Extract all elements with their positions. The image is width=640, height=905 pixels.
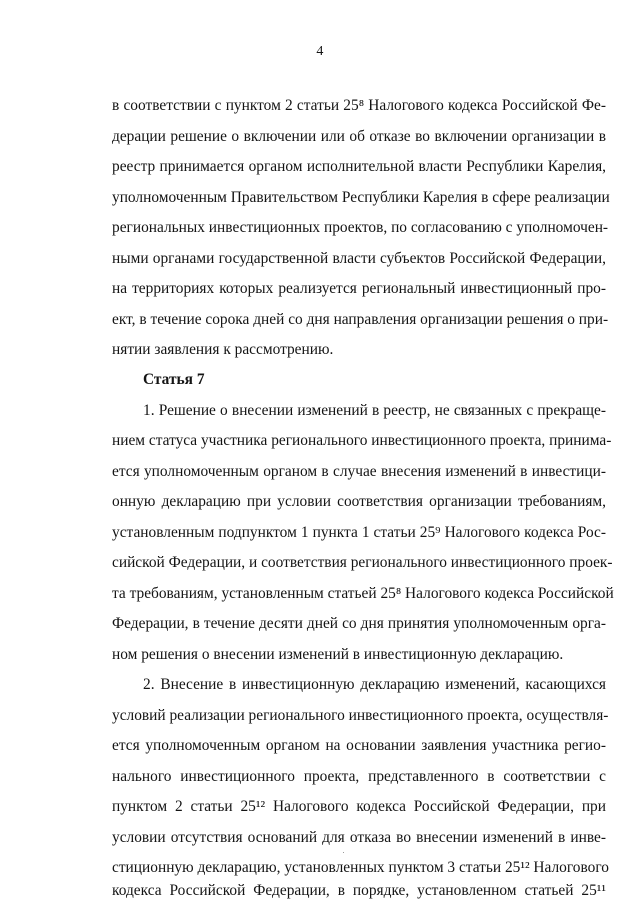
text-line: 1. Решение о внесении изменений в реестр, не связанных с прекраще- (143, 402, 606, 419)
text-line: кодекса Российской Федерации, в порядке, установленном статьей 25¹¹ (112, 882, 606, 899)
text-line: нятии заявления к рассмотрению. (112, 341, 334, 358)
text-line: ется уполномоченным органом в случае внесения изменений в инвестици- (112, 463, 606, 480)
text-line: ется уполномоченным органом на основании заявления участника регио- (112, 737, 606, 754)
text-line: сийской Федерации, и соответствия регионального инвестиционного проек- (112, 554, 613, 571)
text-line: уполномоченным Правительством Республики Карелия в сфере реализации (112, 189, 610, 206)
text-line: пунктом 2 статьи 25¹² Налогового кодекса Российской Федерации, при (112, 798, 606, 815)
text-line: нального инвестиционного проекта, представленного в соответствии с (112, 768, 606, 785)
text-line: реестр принимается органом исполнительной власти Республики Карелия, (112, 158, 606, 175)
text-line: стиционную декларацию, установленных пунктом 3 статьи 25¹² Налогового (112, 859, 609, 876)
scan-speck (343, 852, 344, 853)
text-line: установленным подпунктом 1 пункта 1 статьи 25⁹ Налогового кодекса Рос- (112, 524, 606, 541)
text-line: Федерации, в течение десяти дней со дня принятия уполномоченным орга- (112, 615, 606, 632)
page-number: 4 (316, 44, 324, 59)
text-line: ными органами государственной власти субъектов Российской Федерации, (112, 250, 606, 267)
text-line: онную декларацию при условии соответствия организации требованиям, (112, 493, 606, 510)
article-heading: Статья 7 (143, 371, 205, 388)
text-line: ект, в течение сорока дней со дня направления организации решения о при- (112, 311, 609, 328)
text-line: региональных инвестиционных проектов, по согласованию с уполномочен- (112, 219, 609, 236)
text-line: условий реализации регионального инвестиционного проекта, осуществля- (112, 707, 609, 724)
text-line: ном решения о внесении изменений в инвестиционную декларацию. (112, 646, 564, 663)
text-line: дерации решение о включении или об отказе во включении организации в (112, 128, 606, 145)
text-line: на территориях которых реализуется региональный инвестиционный про- (112, 280, 606, 297)
text-line: нием статуса участника регионального инвестиционного проекта, принима- (112, 432, 612, 449)
text-line: условии отсутствия оснований для отказа во внесении изменений в инве- (112, 829, 606, 846)
text-line: в соответствии с пунктом 2 статьи 25⁸ Налогового кодекса Российской Фе- (112, 97, 606, 114)
text-line: 2. Внесение в инвестиционную декларацию изменений, касающихся (143, 676, 606, 693)
text-line: та требованиям, установленным статьей 25⁸ Налогового кодекса Российской (112, 585, 614, 602)
